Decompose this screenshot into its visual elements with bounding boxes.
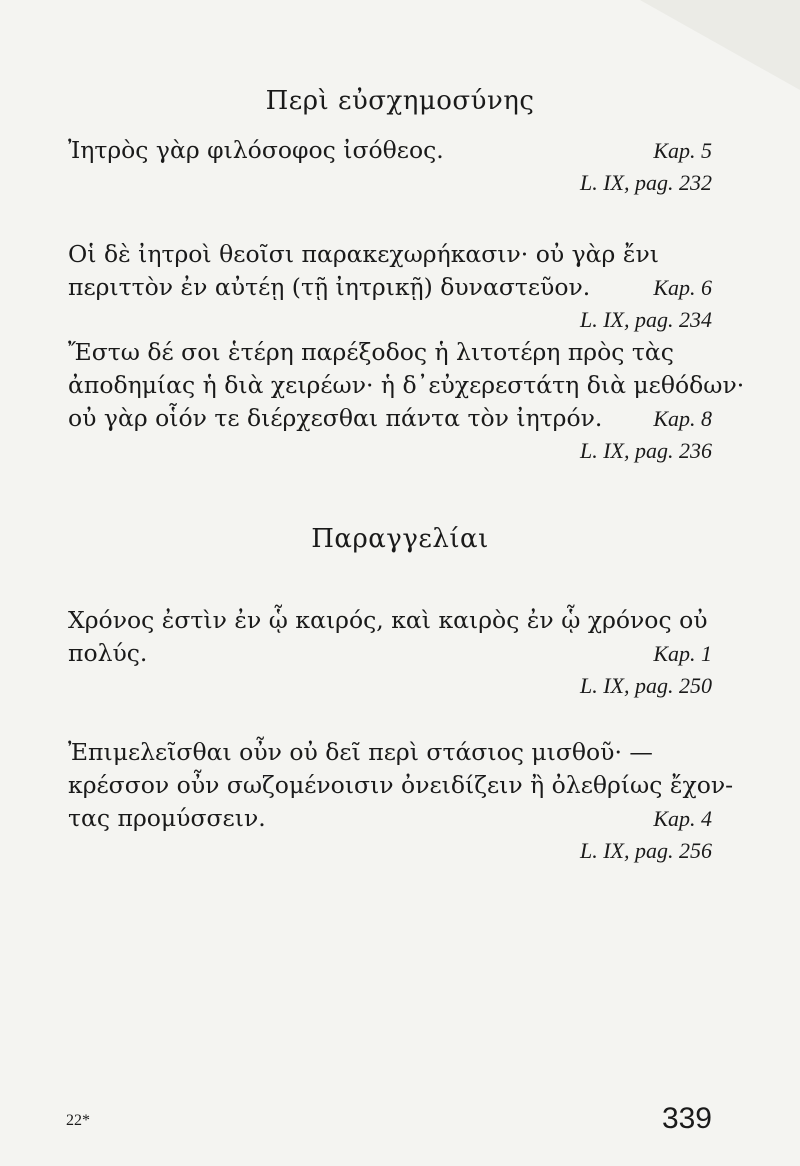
quote-text: Οἱ δὲ ἰητροὶ θεοῖσι παρακεχωρήκασιν· οὐ γὰρ ἔνι [68, 240, 659, 268]
chapter-ref: Kap. 5 [653, 138, 712, 163]
quote-line [68, 369, 745, 402]
chapter-ref: Kap. 8 [653, 406, 712, 431]
quote-5 [68, 736, 734, 868]
signature-mark: 22* [66, 1112, 90, 1129]
quote-line [68, 134, 712, 167]
quote-1 [68, 134, 712, 200]
citation-line [68, 835, 712, 868]
page-corner-shadow [640, 0, 800, 90]
quote-text: κρέσσον οὖν σωζομένοισιν ὀνειδίζειν ἢ ὀλεθρίως ἔχον- [68, 771, 734, 799]
quote-line [68, 271, 712, 304]
citation-line [68, 304, 712, 337]
page-heading: Περὶ εὐσχημοσύνης [265, 86, 535, 116]
quote-text: Ἐπιμελεῖσθαι οὖν οὐ δεῖ περὶ στάσιος μισθοῦ· — [68, 738, 653, 766]
citation-ref: L. IX, pag. 236 [580, 438, 712, 463]
citation-line [68, 435, 712, 468]
citation-line [68, 670, 712, 703]
quote-line [68, 238, 712, 271]
quote-text: τας προμύσσειν. [68, 804, 266, 832]
citation-ref: L. IX, pag. 250 [580, 673, 712, 698]
citation-ref: L. IX, pag. 256 [580, 838, 712, 863]
quote-text: Ἰητρὸς γὰρ φιλόσοφος ἰσόθεος. [68, 136, 444, 164]
chapter-ref: Kap. 6 [653, 275, 712, 300]
section-heading: Παραγγελίαι [311, 524, 489, 554]
quote-4 [68, 604, 712, 703]
quote-text: Χρόνος ἐστὶν ἐν ᾧ καιρός, καὶ καιρὸς ἐν ᾧ χρόνος οὐ [68, 606, 708, 634]
quote-line [68, 802, 712, 835]
quote-line [68, 604, 712, 637]
quote-line [68, 769, 734, 802]
quote-line [68, 336, 712, 369]
quote-text: πολύς. [68, 639, 148, 667]
chapter-ref: Kap. 1 [653, 641, 712, 666]
quote-3 [68, 336, 745, 468]
quote-line [68, 736, 712, 769]
quote-text: οὐ γὰρ οἷόν τε διέρχεσθαι πάντα τὸν ἰητρόν. [68, 404, 603, 432]
quote-2 [68, 238, 712, 337]
citation-ref: L. IX, pag. 232 [580, 170, 712, 195]
quote-line [68, 402, 712, 435]
page-number: 339 [661, 1102, 712, 1135]
quote-text: περιττὸν ἐν αὐτέῃ (τῇ ἰητρικῇ) δυναστεῦον. [68, 273, 591, 301]
quote-text: ἀποδημίας ἡ διὰ χειρέων· ἡ δ᾽εὐχερεστάτη διὰ μεθόδων· [68, 371, 745, 399]
chapter-ref: Kap. 4 [653, 806, 712, 831]
quote-text: Ἔστω δέ σοι ἑτέρη παρέξοδος ἡ λιτοτέρη πρὸς τὰς [68, 338, 674, 366]
citation-line [68, 167, 712, 200]
citation-ref: L. IX, pag. 234 [580, 307, 712, 332]
quote-line [68, 637, 712, 670]
